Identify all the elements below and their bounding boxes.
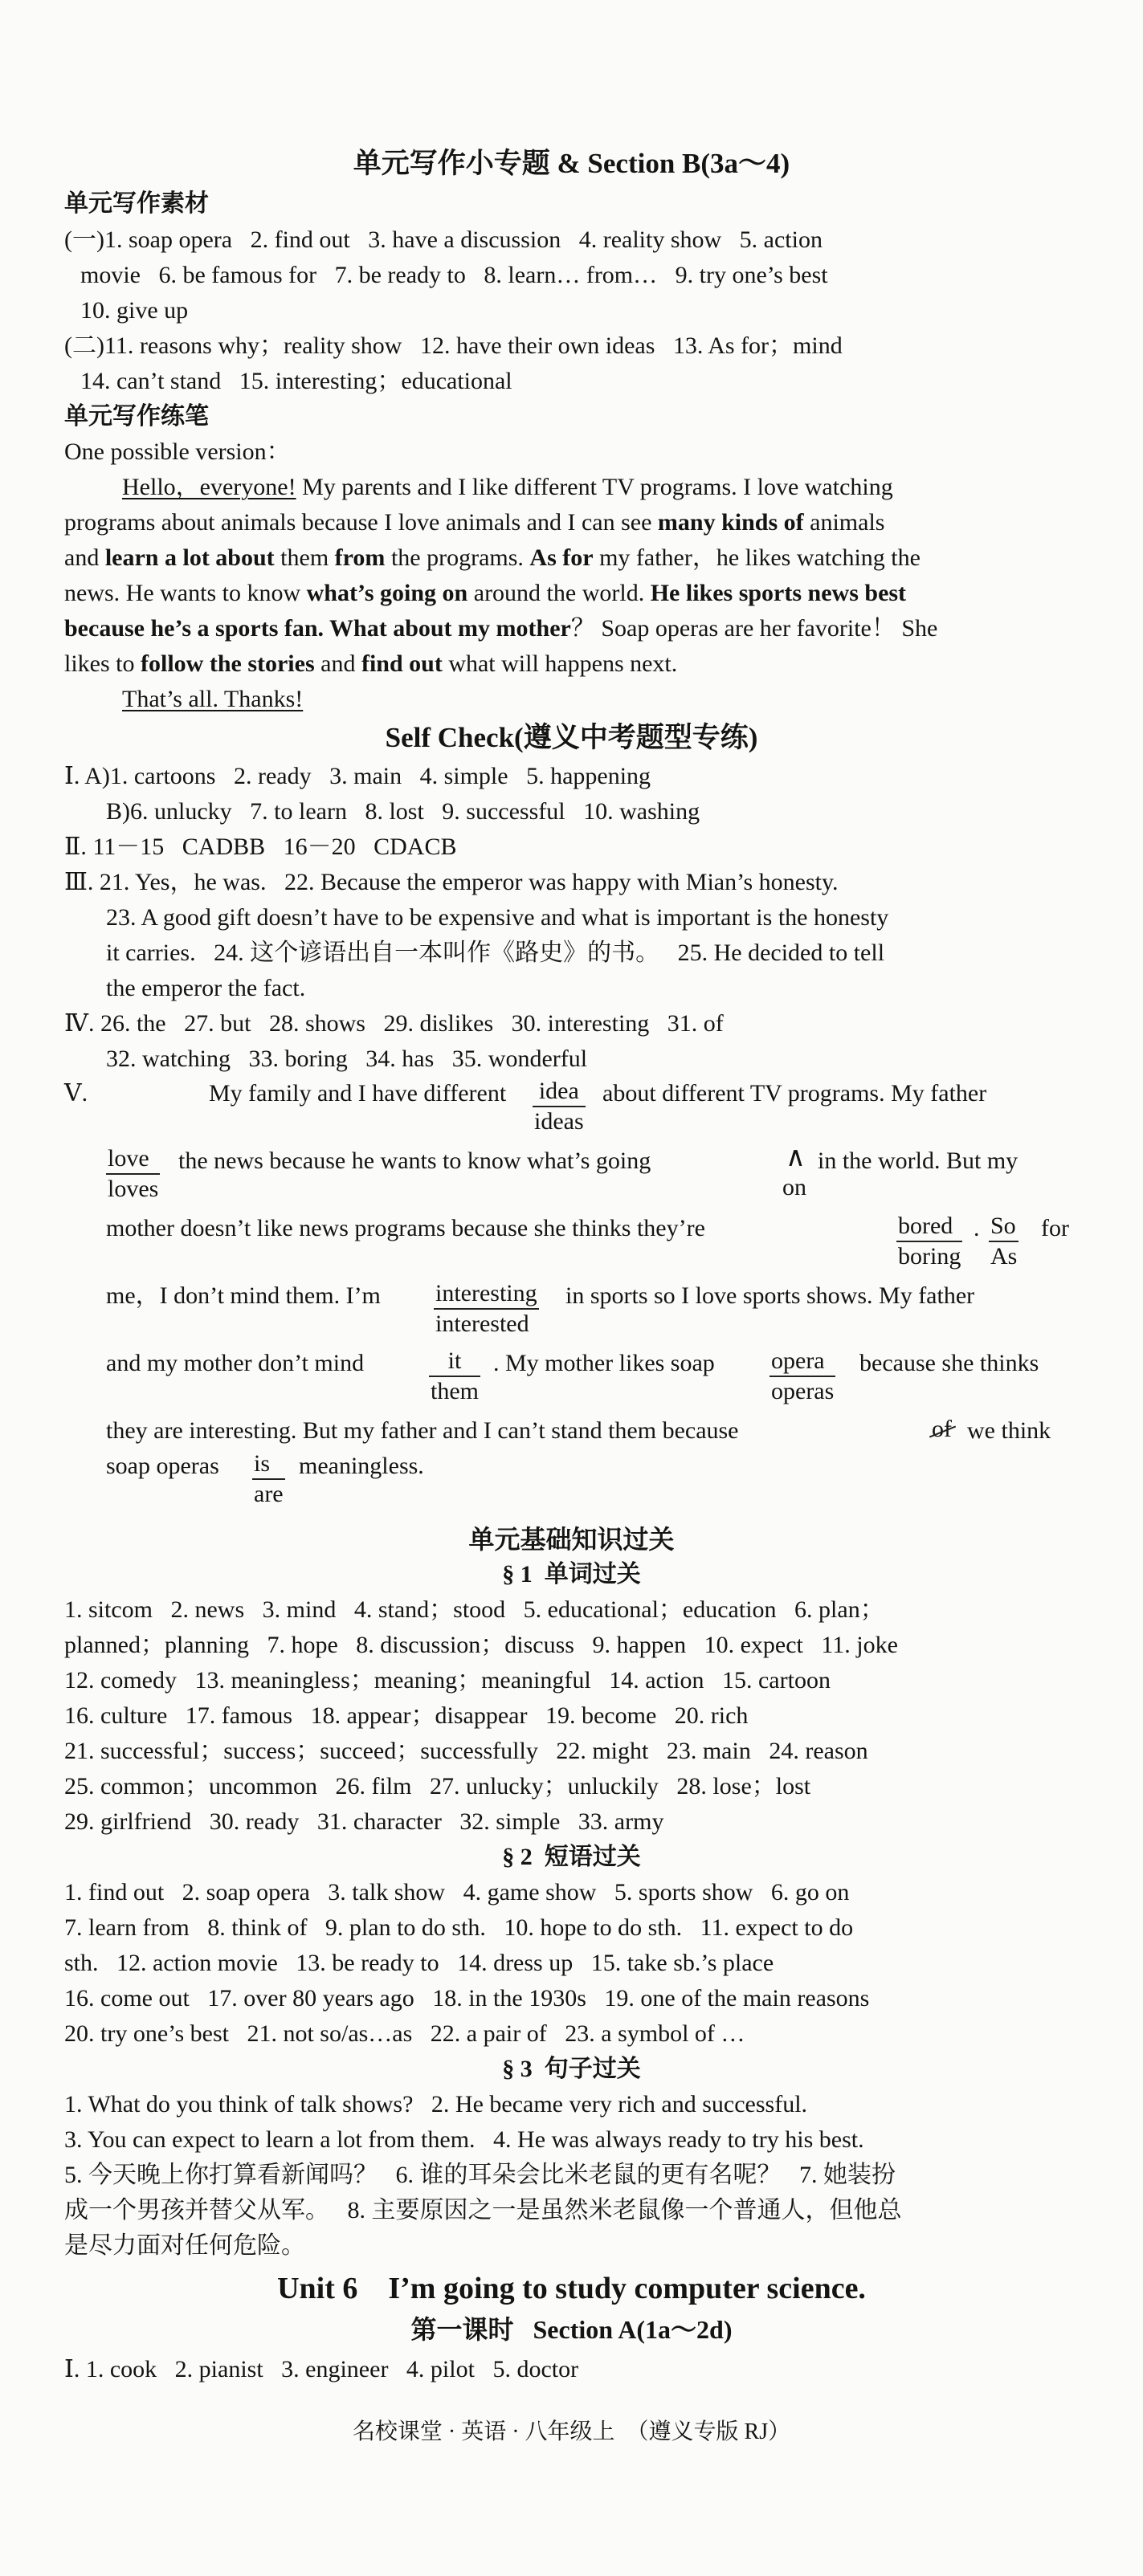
- proof-text: about different TV programs. My father: [602, 1080, 987, 1107]
- answer-line: the emperor the fact.: [106, 975, 306, 1001]
- proof-text: in sports so I love sports shows. My father: [565, 1282, 975, 1309]
- sentence-line: 5. 今天晚上你打算看新闻吗？ 6. 谁的耳朵会比米老鼠的更有名呢？ 7. 她装扮: [64, 2162, 896, 2188]
- word-line: 21. successful；success；succeed；successfully 22. might 23. main 24. reason: [64, 1738, 868, 1764]
- correction: it them: [431, 1347, 479, 1404]
- proof-text: mother doesn’t like news programs because she thinks they’re: [106, 1215, 705, 1241]
- phrase-line: 16. come out 17. over 80 years ago 18. in the 1930s 19. one of the main reasons: [64, 1985, 870, 2011]
- proof-text: and my mother don’t mind: [106, 1350, 365, 1376]
- proof-text: soap operas: [106, 1453, 219, 1479]
- proof-text: meaningless.: [299, 1453, 424, 1479]
- material-line: 10. give up: [80, 297, 189, 324]
- answer-line: Ⅱ. 11－15 CADBB 16－20 CDACB: [64, 834, 457, 860]
- sentence-line: 3. You can expect to learn a lot from them. 4. He was always ready to try his best.: [64, 2126, 864, 2153]
- essay-line: Hello，everyone! My parents and I like different TV programs. I love watching: [122, 474, 893, 500]
- proof-text: me，I don’t mind them. I’m: [106, 1282, 381, 1309]
- word-line: planned；planning 7. hope 8. discussion；discuss 9. happen 10. expect 11. joke: [64, 1632, 898, 1658]
- word-line: 25. common；uncommon 26. film 27. unlucky；unluckily 28. lose；lost: [64, 1773, 811, 1800]
- phrase-line: 20. try one’s best 21. not so/as…as 22. a pair of 23. a symbol of …: [64, 2020, 745, 2047]
- basics-title: 单元基础知识过关: [468, 1525, 675, 1554]
- material-line: (一)1. soap opera 2. find out 3. have a discussion 4. reality show 5. action: [64, 226, 823, 253]
- material-line: movie 6. be famous for 7. be ready to 8. learn… from… 9. try one’s best: [80, 262, 828, 288]
- answer-line: 23. A good gift doesn’t have to be expensive and what is important is the honesty: [106, 904, 889, 931]
- correction: So As: [990, 1213, 1018, 1270]
- unit6-title: Unit 6 I’m going to study computer science.: [277, 2272, 866, 2305]
- answer-line: it carries. 24. 这个谚语出自一本叫作《路史》的书。 25. He decided to tell: [106, 940, 885, 966]
- essay-line: likes to follow the stories and find out what will happens next.: [64, 650, 678, 677]
- s1-title: § 1 单词过关: [502, 1561, 641, 1588]
- correction: idea ideas: [534, 1078, 584, 1135]
- page-footer: 名校课堂 · 英语 · 八年级上 （遵义专版 RJ）: [352, 2419, 791, 2444]
- proof-text: . My mother likes soap: [493, 1350, 715, 1376]
- correction: love loves: [108, 1145, 159, 1202]
- version-label: One possible version：: [64, 438, 291, 465]
- proof-text: .: [974, 1215, 980, 1241]
- phrase-line: sth. 12. action movie 13. be ready to 14. dress up 15. take sb.’s place: [64, 1950, 774, 1976]
- correction-insert: on: [782, 1174, 806, 1200]
- correction: interesting interested: [435, 1280, 537, 1337]
- proof-text: My family and I have different: [209, 1080, 507, 1107]
- part-v-label: Ⅴ.: [64, 1080, 88, 1107]
- material-heading: 单元写作素材: [64, 190, 209, 217]
- essay-line: news. He wants to know what’s going on around the world. He likes sports news best: [64, 580, 907, 606]
- self-check-title: Self Check(遵义中考题型专练): [385, 722, 758, 753]
- material-line: 14. can’t stand 15. interesting；educational: [80, 368, 512, 394]
- correction: bored boring: [898, 1213, 961, 1270]
- sentence-line: 成一个男孩并替父从军。 8. 主要原因之一是虽然米老鼠像一个普通人，但他总: [64, 2197, 902, 2223]
- phrase-line: 7. learn from 8. think of 9. plan to do sth. 10. hope to do sth. 11. expect to do: [64, 1914, 854, 1941]
- unit6-answers: Ⅰ. 1. cook 2. pianist 3. engineer 4. pilot 5. doctor: [64, 2356, 579, 2382]
- practice-heading: 单元写作练笔: [64, 403, 209, 430]
- proof-text: we think: [967, 1417, 1051, 1444]
- essay-line: programs about animals because I love animals and I can see many kinds of animals: [64, 509, 885, 536]
- answer-line: Ⅳ. 26. the 27. but 28. shows 29. dislikes 30. interesting 31. of: [64, 1010, 724, 1037]
- answer-line: Ⅰ. A)1. cartoons 2. ready 3. main 4. simple 5. happening: [64, 763, 651, 789]
- word-line: 12. comedy 13. meaningless；meaning；meaningful 14. action 15. cartoon: [64, 1667, 831, 1694]
- word-line: 16. culture 17. famous 18. appear；disappear 19. become 20. rich: [64, 1702, 749, 1729]
- section-title: 单元写作小专题 & Section B(3a～4): [353, 148, 790, 179]
- phrase-line: 1. find out 2. soap opera 3. talk show 4. game show 5. sports show 6. go on: [64, 1879, 850, 1906]
- correction: opera operas: [771, 1347, 835, 1404]
- proof-text: for: [1041, 1215, 1069, 1241]
- proof-text: in the world. But my: [818, 1147, 1018, 1174]
- essay-line: because he’s a sports fan. What about my mother？ Soap operas are her favorite！ She: [64, 615, 938, 642]
- material-line: (二)11. reasons why；reality show 12. have their own ideas 13. As for；mind: [64, 332, 843, 359]
- word-line: 29. girlfriend 30. ready 31. character 32. simple 33. army: [64, 1808, 664, 1835]
- s3-title: § 3 句子过关: [502, 2056, 641, 2082]
- answer-line: B)6. unlucky 7. to learn 8. lost 9. successful 10. washing: [106, 798, 700, 825]
- deleted-word: of: [932, 1416, 952, 1442]
- answer-line: 32. watching 33. boring 34. has 35. wonderful: [106, 1045, 588, 1072]
- answer-line: Ⅲ. 21. Yes，he was. 22. Because the emperor was happy with Mian’s honesty.: [64, 869, 839, 895]
- s2-title: § 2 短语过关: [502, 1844, 641, 1870]
- proof-text: because she thinks: [859, 1350, 1039, 1376]
- proof-text: the news because he wants to know what’s going: [178, 1147, 651, 1174]
- sentence-line: 是尽力面对任何危险。: [64, 2232, 305, 2259]
- essay-line: and learn a lot about them from the programs. As for my father，he likes watching the: [64, 544, 921, 571]
- unit6-lesson: 第一课时 Section A(1a～2d): [410, 2315, 733, 2344]
- essay-closing: That’s all. Thanks!: [122, 686, 304, 712]
- correction: is are: [254, 1450, 284, 1507]
- proof-text: they are interesting. But my father and I can’t stand them because: [106, 1417, 739, 1444]
- word-line: 1. sitcom 2. news 3. mind 4. stand；stood 5. educational；education 6. plan；: [64, 1596, 884, 1623]
- sentence-line: 1. What do you think of talk shows? 2. He became very rich and successful.: [64, 2091, 808, 2117]
- insert-caret: ∧: [786, 1143, 806, 1172]
